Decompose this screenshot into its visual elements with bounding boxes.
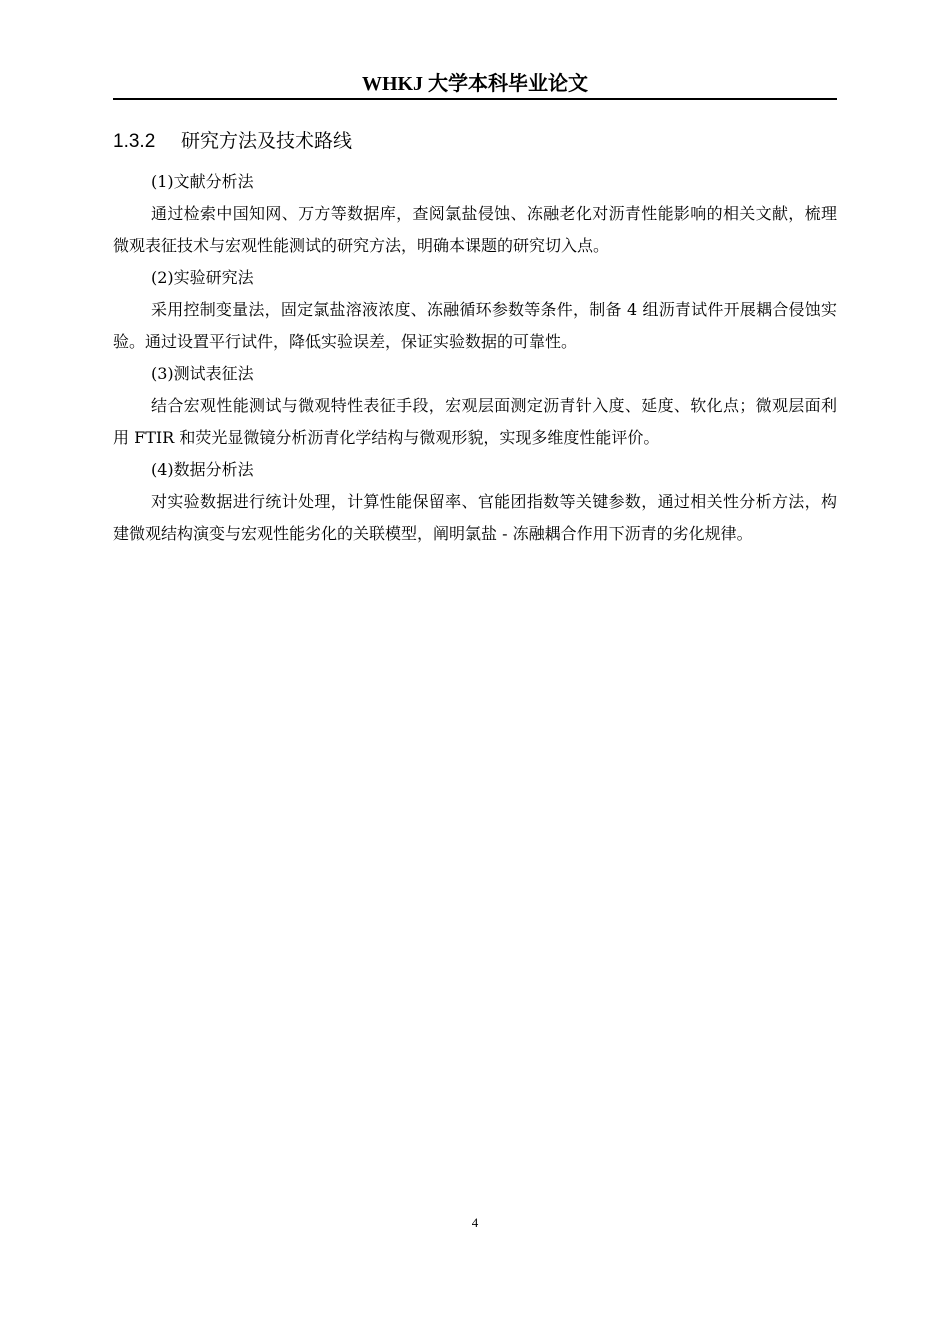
method-heading-literature: (1)文献分析法: [151, 172, 254, 191]
method-heading-testing: (3)测试表征法: [151, 364, 254, 383]
body-text: [113, 166, 837, 550]
header-divider: [113, 98, 837, 100]
method-heading-experiment: (2)实验研究法: [151, 268, 254, 287]
section-number: 1.3.2: [113, 131, 156, 152]
section-heading: [113, 127, 837, 156]
paragraph-testing: 结合宏观性能测试与微观特性表征手段，宏观层面测定沥青针入度、延度、软化点；微观层面利用 FTIR 和荧光显微镜分析沥青化学结构与微观形貌，实现多维度性能评价。: [113, 396, 837, 447]
paragraph-literature: 通过检索中国知网、万方等数据库，查阅氯盐侵蚀、冻融老化对沥青性能影响的相关文献，梳理微观表征技术与宏观性能测试的研究方法，明确本课题的研究切入点。: [113, 204, 837, 255]
page-header: WHKJ 大学本科毕业论文: [361, 73, 589, 95]
section-title: 研究方法及技术路线: [181, 130, 353, 152]
paragraph-experiment: 采用控制变量法，固定氯盐溶液浓度、冻融循环参数等条件，制备 4 组沥青试件开展耦合侵蚀实验。通过设置平行试件，降低实验误差，保证实验数据的可靠性。: [113, 300, 837, 351]
paragraph-analysis: 对实验数据进行统计处理，计算性能保留率、官能团指数等关键参数，通过相关性分析方法，构建微观结构演变与宏观性能劣化的关联模型，阐明氯盐 - 冻融耦合作用下沥青的劣化规律。: [113, 492, 837, 543]
page-number: 4: [471, 1215, 479, 1230]
method-heading-analysis: (4)数据分析法: [151, 460, 254, 479]
